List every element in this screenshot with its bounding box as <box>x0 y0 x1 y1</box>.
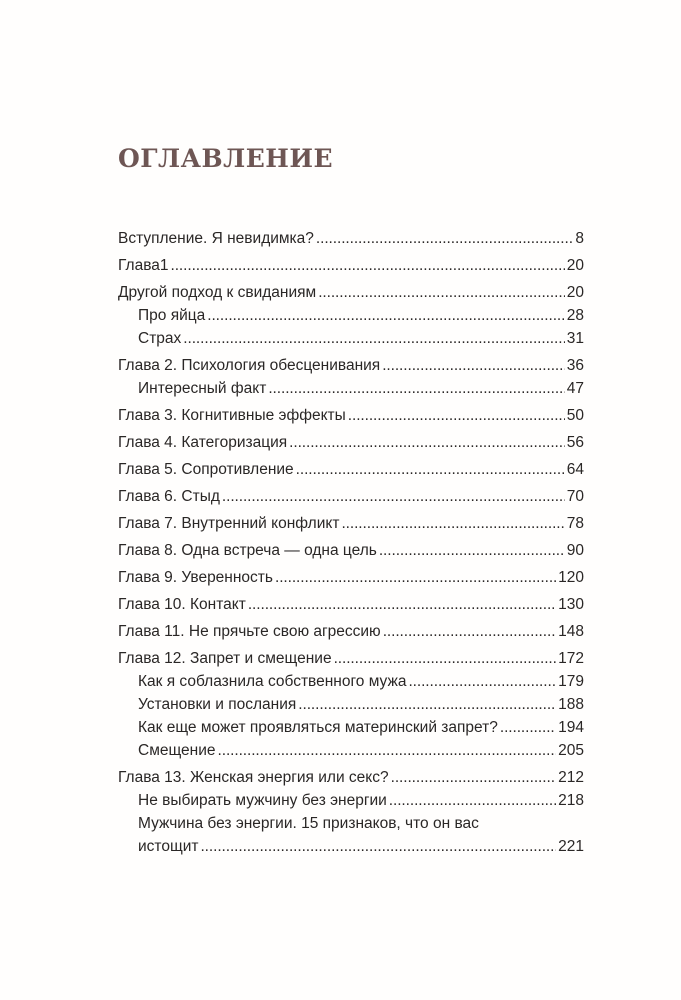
toc-entry-page: 64 <box>566 461 584 478</box>
dot-leader <box>268 377 564 400</box>
toc-entry-page: 56 <box>566 434 584 451</box>
table-of-contents <box>118 227 584 855</box>
toc-entry-label: Смещение <box>138 742 216 759</box>
toc-subentry[interactable] <box>118 716 584 739</box>
toc-entry-label: Глава 4. Категоризация <box>118 434 288 451</box>
toc-entry-page: 188 <box>558 696 584 713</box>
toc-entry-page: 205 <box>558 742 584 759</box>
toc-entry-label: Глава 12. Запрет и смещение <box>118 650 332 667</box>
toc-entry[interactable] <box>118 458 584 481</box>
toc-subentry[interactable] <box>118 327 584 350</box>
toc-entry-page: 20 <box>566 257 584 274</box>
dot-leader <box>318 281 565 304</box>
toc-entry[interactable] <box>118 766 584 789</box>
toc-entry[interactable] <box>118 539 584 562</box>
toc-entry-page: 47 <box>566 380 584 397</box>
dot-leader <box>275 566 556 589</box>
dot-leader <box>183 327 564 350</box>
dot-leader <box>171 254 565 277</box>
dot-leader <box>408 670 556 693</box>
toc-entry-page: 36 <box>566 357 584 374</box>
toc-entry-label: Глава 11. Не прячьте свою агрессию <box>118 623 381 640</box>
toc-subentry[interactable] <box>118 693 584 716</box>
toc-entry[interactable] <box>118 354 584 377</box>
page-title: ОГЛАВЛЕНИЕ <box>118 144 334 173</box>
toc-entry-label: Глава 6. Стыд <box>118 488 220 505</box>
toc-entry-page: 50 <box>566 407 584 424</box>
toc-entry-page: 212 <box>558 769 584 786</box>
dot-leader <box>222 485 565 508</box>
dot-leader <box>334 647 557 670</box>
toc-entry[interactable] <box>118 404 584 427</box>
toc-entry-page: 194 <box>558 719 584 736</box>
toc-subentry[interactable] <box>118 739 584 762</box>
toc-subentry[interactable] <box>118 670 584 693</box>
toc-entry-page: 172 <box>558 650 584 667</box>
toc-entry[interactable] <box>118 620 584 643</box>
toc-subentry[interactable] <box>118 377 584 400</box>
toc-entry[interactable] <box>118 512 584 535</box>
toc-entry-label: Другой подход к свиданиям <box>118 284 317 301</box>
dot-leader <box>289 431 565 454</box>
toc-entry-page: 90 <box>566 542 584 559</box>
dot-leader <box>389 789 556 812</box>
toc-entry[interactable] <box>118 647 584 670</box>
toc-entry-label: Вступление. Я невидимка? <box>118 230 314 247</box>
toc-entry[interactable] <box>118 566 584 589</box>
dot-leader <box>383 620 556 643</box>
toc-entry[interactable] <box>118 281 584 304</box>
dot-leader <box>379 539 565 562</box>
toc-entry-label: Глава 2. Психология обесценивания <box>118 357 381 374</box>
dot-leader <box>382 354 565 377</box>
dot-leader <box>341 512 564 535</box>
toc-entry-label: Глава 5. Сопротивление <box>118 461 294 478</box>
dot-leader <box>316 227 573 250</box>
toc-entry-label: Про яйца <box>138 307 206 324</box>
dot-leader <box>500 716 556 739</box>
toc-entry-label: Глава1 <box>118 257 169 274</box>
toc-entry[interactable] <box>118 593 584 616</box>
toc-entry-label: Глава 3. Когнитивные эффекты <box>118 407 346 424</box>
toc-entry[interactable] <box>118 431 584 454</box>
toc-entry-page: 221 <box>558 838 584 855</box>
toc-entry-label: Страх <box>138 330 182 347</box>
toc-entry-label: Глава 13. Женская энергия или секс? <box>118 769 389 786</box>
dot-leader <box>391 766 557 789</box>
dot-leader <box>200 835 556 858</box>
toc-entry-label: Глава 8. Одна встреча — одна цель <box>118 542 377 559</box>
toc-entry-label: Не выбирать мужчину без энергии <box>138 792 387 809</box>
toc-entry-page: 28 <box>566 307 584 324</box>
toc-entry-label: Как я соблазнила собственного мужа <box>138 673 407 690</box>
dot-leader <box>348 404 565 427</box>
toc-entry-page: 130 <box>558 596 584 613</box>
toc-entry-label: Как еще может проявляться материнский запрет? <box>138 719 498 736</box>
toc-entry-page: 20 <box>566 284 584 301</box>
dot-leader <box>218 739 557 762</box>
toc-entry-label: Глава 7. Внутренний конфликт <box>118 515 340 532</box>
dot-leader <box>296 458 565 481</box>
toc-entry[interactable] <box>118 254 584 277</box>
toc-entry-page: 179 <box>558 673 584 690</box>
toc-entry-label: Интересный факт <box>138 380 267 397</box>
toc-entry[interactable] <box>118 227 584 250</box>
toc-subentry[interactable] <box>118 812 584 855</box>
toc-entry-page: 8 <box>575 230 584 247</box>
toc-subentry[interactable] <box>118 304 584 327</box>
dot-leader <box>298 693 556 716</box>
toc-entry-page: 78 <box>566 515 584 532</box>
toc-entry-label-line1: Мужчина без энергии. 15 признаков, что он вас <box>138 815 479 832</box>
toc-entry-page: 120 <box>558 569 584 586</box>
dot-leader <box>248 593 556 616</box>
toc-entry-page: 31 <box>566 330 584 347</box>
toc-entry-label-line2: истощит <box>138 838 199 855</box>
toc-entry[interactable] <box>118 485 584 508</box>
toc-entry-page: 70 <box>566 488 584 505</box>
toc-entry-page: 148 <box>558 623 584 640</box>
toc-subentry[interactable] <box>118 789 584 812</box>
toc-entry-label: Глава 10. Контакт <box>118 596 246 613</box>
dot-leader <box>207 304 565 327</box>
toc-entry-label: Установки и послания <box>138 696 297 713</box>
toc-entry-page: 218 <box>558 792 584 809</box>
toc-entry-label: Глава 9. Уверенность <box>118 569 273 586</box>
